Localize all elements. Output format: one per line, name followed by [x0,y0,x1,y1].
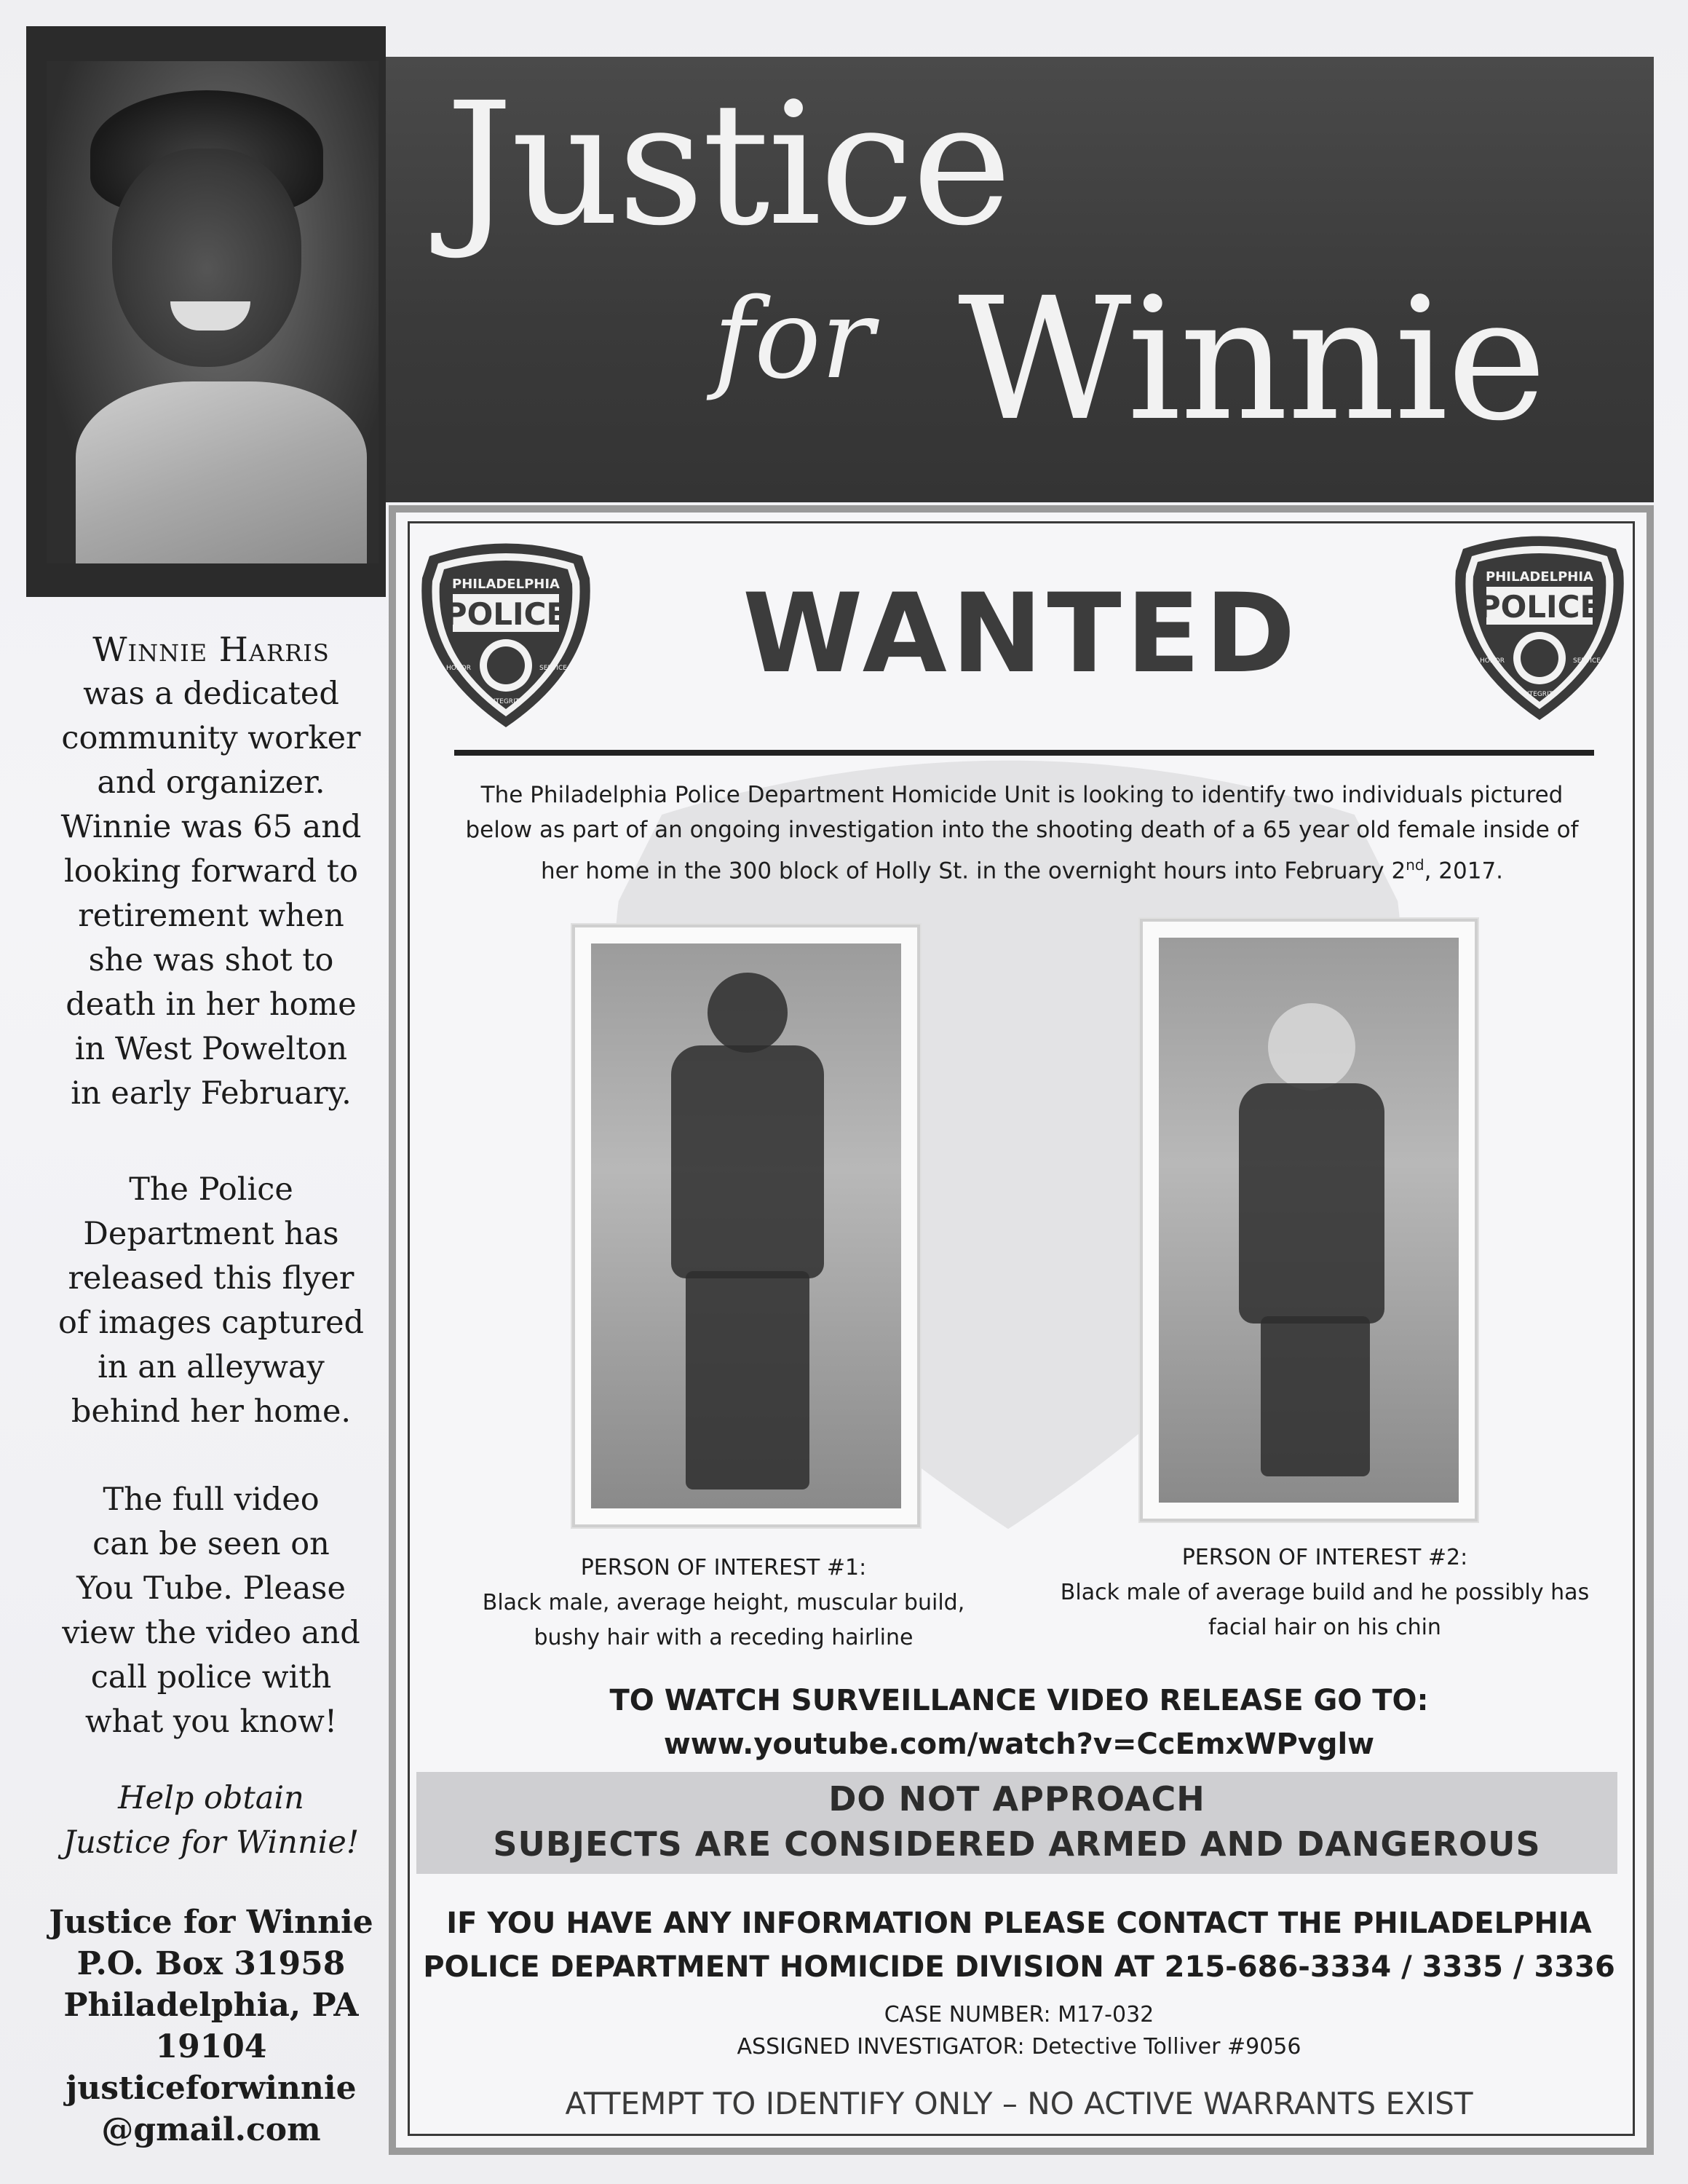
poi2-title: PERSON OF INTEREST #2: [1181,1545,1468,1570]
police-note-line: behind her home. [71,1393,352,1430]
poi2-figure-hood [1268,1003,1355,1091]
description-line-last [422,847,1622,888]
video-note-line: You Tube. Please [76,1570,346,1607]
description-line: below as part of an ongoing investigation into the shooting death of a 65 year old female inside of [465,817,1579,843]
sidebar-help-note [29,1776,393,1865]
title-for: for [713,274,874,403]
poi1-figure-legs [686,1271,809,1489]
poi2-photo-frame [1140,919,1478,1522]
danger-line2: SUBJECTS ARE CONSIDERED ARMED AND DANGEROUS [493,1824,1541,1864]
poi1-desc-line: bushy hair with a receding hairline [534,1625,914,1650]
police-note-line: Department has [83,1216,339,1252]
badge-top-text: PHILADELPHIA [452,577,560,592]
badge-left-word: HONOR [446,665,471,672]
badge-right-word: SERVICE [1573,657,1601,665]
poi1-figure-body [671,1045,824,1278]
badge-bottom-text: INTEGRITY [1522,691,1557,698]
sidebar-police-note [29,1168,393,1434]
video-url: www.youtube.com/watch?v=CcEmxWPvglw [663,1728,1375,1761]
help-line: Justice for Winnie! [63,1824,360,1861]
badge-left-word: HONOR [1480,657,1505,665]
description-last-prefix: her home in the 300 block of Holly St. in the overnight hours into February 2 [540,858,1406,885]
police-note-line: in an alleyway [98,1349,325,1385]
video-note-line: can be seen on [92,1526,330,1562]
poi1-surveillance-image [591,943,901,1508]
contact-line: Justice for Winnie [49,1904,373,1941]
bio-line: Winnie was 65 and [60,809,362,845]
bio-line: she was shot to [88,942,334,978]
video-release [510,1679,1529,1766]
video-note-line: call police with [90,1659,332,1696]
poi2-desc-line: facial hair on his chin [1208,1615,1441,1640]
poi2-surveillance-image [1159,938,1459,1503]
bio-line: retirement when [78,898,344,934]
video-note-line: The full video [103,1481,320,1518]
danger-line1: DO NOT APPROACH [828,1779,1205,1819]
poi1-label [447,1551,1000,1655]
badge-right-word: SERVICE [539,665,567,672]
police-badge-icon [1449,527,1630,724]
help-line: Help obtain [118,1780,304,1816]
bio-line: in West Powelton [74,1031,348,1067]
sidebar-video-note [29,1478,393,1744]
description-last-suffix: , 2017. [1424,858,1504,885]
portrait-face [112,149,301,367]
poi1-figure-head [708,973,788,1053]
contact-line: Philadelphia, PA [63,1987,359,2024]
bio-line: death in her home [66,986,357,1023]
title-winnie: Winnie [958,261,1545,458]
poi1-photo-frame [572,925,920,1527]
sidebar-name: Winnie Harris [92,630,330,669]
sidebar-contact [29,1902,393,2151]
police-note-line: released this flyer [68,1260,354,1297]
case-description [422,778,1622,888]
contact-line: P.O. Box 31958 [76,1945,346,1982]
police-note-line: of images captured [58,1305,365,1341]
watch-line: TO WATCH SURVEILLANCE VIDEO RELEASE GO TO: [609,1684,1429,1717]
poi2-label [1034,1540,1616,1645]
sidebar-bio [29,628,393,1116]
assigned-investigator: ASSIGNED INVESTIGATOR: Detective Tolliver #9056 [737,2034,1301,2060]
video-note-line: what you know! [84,1704,338,1740]
bio-line: looking forward to [64,853,358,890]
description-last-sup: nd [1406,856,1425,874]
contact-line1: IF YOU HAVE ANY INFORMATION PLEASE CONTACT THE PHILADELPHIA [446,1907,1592,1940]
badge-main-text: POLICE [444,596,568,632]
bio-line: in early February. [71,1075,352,1112]
poi1-title: PERSON OF INTEREST #1: [580,1555,867,1580]
police-badge-icon [415,534,597,731]
police-note-line: The Police [129,1171,293,1208]
contact-email-line: justiceforwinnie [66,2070,357,2107]
poi2-desc-line: Black male of average build and he possibly has [1060,1580,1590,1605]
contact-line: 19104 [155,2028,267,2065]
contact-police [422,1902,1616,1989]
portrait-frame [26,26,386,597]
bio-line: was a dedicated [83,676,339,712]
danger-warning [416,1776,1617,1867]
winnie-portrait-photo [47,61,379,563]
heading-rule [454,750,1594,756]
poi1-desc-line: Black male, average height, muscular build, [482,1590,965,1615]
bio-line: and organizer. [97,764,325,801]
contact-email-line: @gmail.com [101,2111,321,2148]
poi2-figure-body [1239,1083,1384,1324]
attempt-note: ATTEMPT TO IDENTIFY ONLY – NO ACTIVE WARRANTS EXIST [565,2086,1473,2121]
bio-line: community worker [61,720,361,756]
description-line: The Philadelphia Police Department Homicide Unit is looking to identify two individuals pictured [480,782,1564,808]
portrait-scarf [76,381,367,563]
case-info [582,1999,1456,2063]
wanted-heading: WANTED [742,571,1300,697]
poi2-figure-legs [1261,1316,1370,1476]
badge-bottom-text: INTEGRITY [488,698,523,705]
case-number: CASE NUMBER: M17-032 [884,2002,1154,2027]
title-justice: Justice [445,66,1010,263]
video-note-line: view the video and [62,1615,360,1651]
badge-top-text: PHILADELPHIA [1486,569,1593,585]
badge-main-text: POLICE [1478,589,1601,625]
contact-line2: POLICE DEPARTMENT HOMICIDE DIVISION AT 215-686-3334 / 3335 / 3336 [423,1950,1615,1984]
